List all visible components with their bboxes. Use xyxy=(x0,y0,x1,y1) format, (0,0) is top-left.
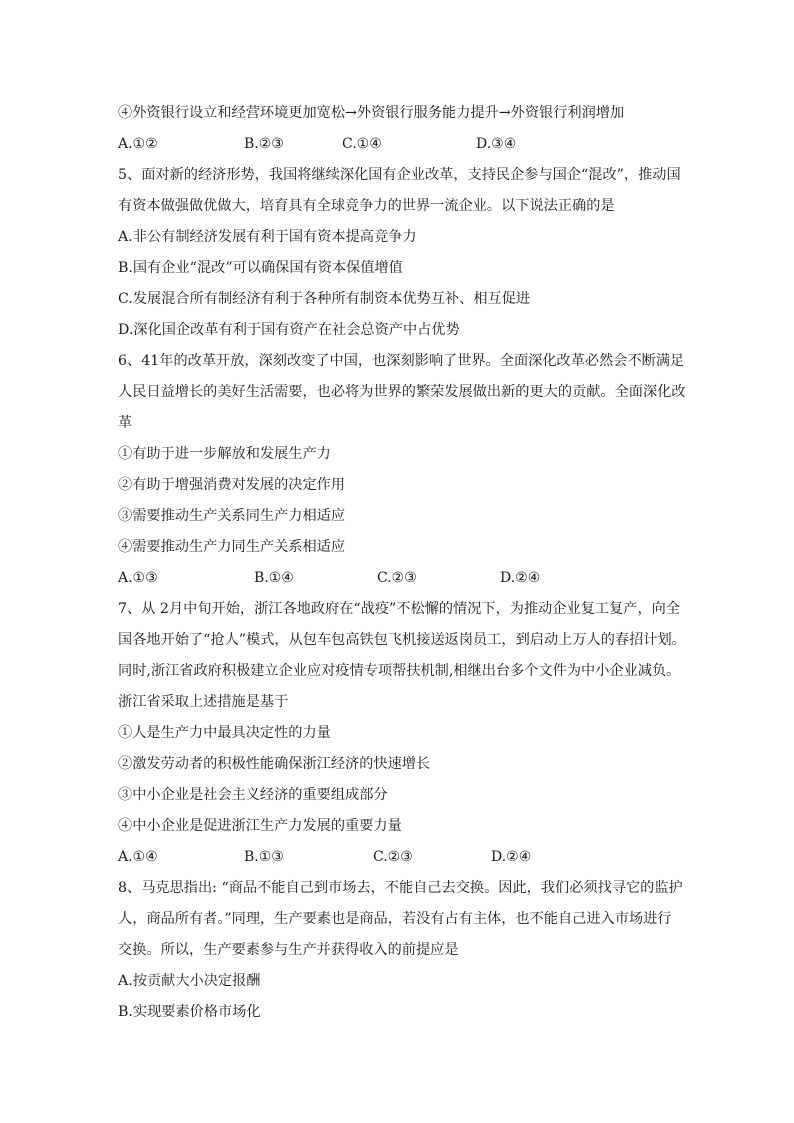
q6-item-3: ③需要推动生产关系同生产力相适应 xyxy=(118,508,346,524)
q4-option-b: B.②③ xyxy=(244,136,284,152)
q6-item-1: ①有助于进一步解放和发展生产力 xyxy=(118,446,331,462)
q7-item-3: ③中小企业是社会主义经济的重要组成部分 xyxy=(118,787,388,803)
q7-stem-line-2: 国各地开始了“抢人”模式，从包车包高铁包飞机接送返岗员工，到启动上万人的春招计划。 xyxy=(118,632,686,648)
q8-stem-line-2: 人，商品所有者。”同理，生产要素也是商品，若没有占有主体，也不能自己进入市场进行 xyxy=(118,911,672,927)
q7-option-d: D.②④ xyxy=(491,849,532,865)
q7-item-1: ①人是生产力中最具决定性的力量 xyxy=(118,725,331,741)
q7-stem-line-1: 7、从 2月中旬开始，浙江各地政府在“战疫”不松懈的情况下，为推动企业复工复产，向全 xyxy=(118,601,681,617)
q5-choice-c: C.发展混合所有制经济有利于各种所有制资本优势互补、相互促进 xyxy=(118,291,531,307)
q4-item-4: ④外资银行设立和经营环境更加宽松→外资银行服务能力提升→外资银行利润增加 xyxy=(118,105,625,121)
q5-choice-b: B.国有企业“混改”可以确保国有资本保值增值 xyxy=(118,260,403,276)
q5-choice-a: A.非公有制经济发展有利于国有资本提高竞争力 xyxy=(118,229,417,245)
q6-item-2: ②有助于增强消费对发展的决定作用 xyxy=(118,477,346,493)
q6-stem-line-3: 革 xyxy=(118,415,133,431)
q6-option-c: C.②③ xyxy=(377,570,417,586)
q4-option-a: A.①② xyxy=(118,136,158,152)
q4-options xyxy=(118,129,678,160)
q5-choice-d: D.深化国企改革有利于国有资产在社会总资产中占优势 xyxy=(118,322,460,338)
q8-choice-b: B.实现要素价格市场化 xyxy=(118,1004,261,1020)
q7-option-a: A.①④ xyxy=(118,849,158,865)
q6-stem-line-2: 人民日益增长的美好生活需要，也必将为世界的繁荣发展做出新的更大的贡献。全面深化改 xyxy=(118,384,686,400)
q6-option-d: D.②④ xyxy=(500,570,541,586)
exam-text-block xyxy=(118,98,686,1028)
q8-stem-line-3: 交换。所以，生产要素参与生产并获得收入的前提应是 xyxy=(118,942,459,958)
q7-item-4: ④中小企业是促进浙江生产力发展的重要力量 xyxy=(118,818,402,834)
q6-stem-line-1: 6、41年的改革开放，深刻改变了中国，也深刻影响了世界。全面深化改革必然会不断满足 xyxy=(118,353,685,369)
q4-option-c: C.①④ xyxy=(342,136,382,152)
q6-option-a: A.①③ xyxy=(118,570,158,586)
q8-choice-a: A.按贡献大小决定报酬 xyxy=(118,973,261,989)
q5-stem-line-2: 有资本做强做优做大，培育具有全球竞争力的世界一流企业。以下说法正确的是 xyxy=(118,198,615,214)
q7-stem-line-3: 同时,浙江省政府积极建立企业应对疫情专项帮扶机制,相继出台多个文件为中小企业减负。 xyxy=(118,663,681,679)
q7-item-2: ②激发劳动者的积极性能确保浙江经济的快速增长 xyxy=(118,756,431,772)
q6-options xyxy=(118,563,678,594)
q6-item-4: ④需要推动生产力同生产关系相适应 xyxy=(118,539,346,555)
q7-option-b: B.①③ xyxy=(244,849,284,865)
q7-options xyxy=(118,842,678,873)
q8-stem-line-1: 8、马克思指出: “商品不能自己到市场去，不能自己去交换。因此，我们必须找寻它的监护 xyxy=(118,880,683,896)
q5-stem-line-1: 5、面对新的经济形势，我国将继续深化国有企业改革，支持民企参与国企“混改”，推动国 xyxy=(118,167,681,183)
q4-option-d: D.③④ xyxy=(476,136,517,152)
q6-option-b: B.①④ xyxy=(254,570,294,586)
q7-stem-line-4: 浙江省采取上述措施是基于 xyxy=(118,694,289,710)
q7-option-c: C.②③ xyxy=(373,849,413,865)
